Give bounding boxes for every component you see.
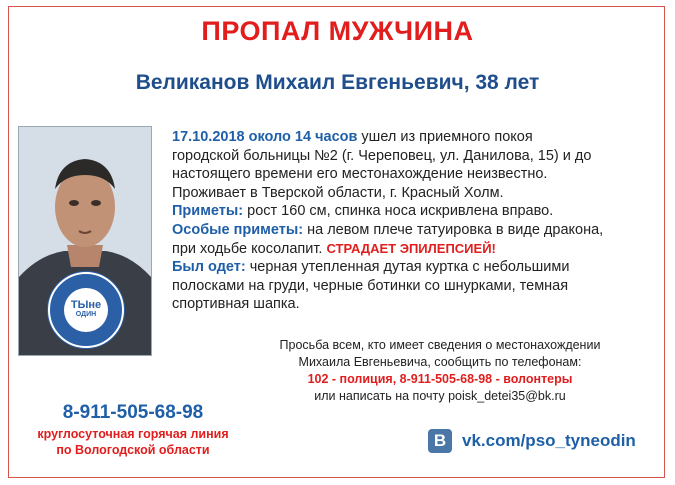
description-line-1	[172, 128, 662, 147]
tyneodin-logo	[48, 272, 124, 348]
description-text-1: ушел из приемного покоя	[357, 129, 533, 145]
request-email: или написать на почту poisk_detei35@bk.ru	[314, 389, 566, 403]
epilepsy-warning: СТРАДАЕТ ЭПИЛЕПСИЕЙ!	[326, 240, 496, 256]
hotline-phone: 8-911-505-68-98	[62, 402, 204, 423]
description-line-3: настоящего времени его местонахождение неизвестно.	[172, 166, 548, 183]
signs-label: Приметы:	[172, 203, 244, 220]
vk-link[interactable]	[428, 428, 636, 454]
special-signs-line-2	[172, 240, 662, 259]
special-signs-line	[172, 221, 662, 240]
special-signs-label: Особые приметы:	[172, 221, 304, 238]
clothes-line	[172, 258, 662, 277]
special-signs-text-2: при ходьбе косолапит.	[172, 240, 327, 257]
missing-person-name: Великанов Михаил Евгеньевич, 38 лет	[135, 71, 540, 94]
disappearance-date: 17.10.2018 около 14 часов	[172, 129, 358, 145]
request-phones: 102 - полиция, 8-911-505-68-98 - волонтеры	[307, 372, 573, 386]
logo-sub-text: ОДИН	[75, 311, 97, 318]
request-line-2: Михаила Евгеньевича, сообщить по телефонам:	[298, 355, 582, 369]
special-signs-text: на левом плече татуировка в виде дракона,	[303, 221, 604, 238]
logo-text	[50, 300, 122, 320]
vk-icon: В	[428, 429, 452, 453]
vk-url[interactable]: vk.com/pso_tyneodin	[462, 431, 636, 450]
description-block	[172, 128, 662, 314]
poster-title: ПРОПАЛ МУЖЧИНА	[201, 16, 474, 46]
hotline-caption	[18, 426, 248, 458]
signs-line	[172, 202, 662, 221]
description-line-4: Проживает в Тверской области, г. Красный Холм.	[172, 184, 504, 201]
clothes-line-2: полосками на груди, черные ботинки со шнурками, темная	[172, 277, 569, 294]
description-line-2: городской больницы №2 (г. Череповец, ул. Данилова, 15) и до	[172, 147, 592, 164]
hotline-caption-line-2: по Вологодской области	[56, 443, 210, 457]
clothes-label: Был одет:	[172, 259, 246, 276]
logo-main-text: ТЫне	[70, 299, 102, 311]
hotline-caption-line-1: круглосуточная горячая линия	[37, 427, 229, 441]
contact-request	[250, 337, 630, 405]
clothes-text-1: черная утепленная дутая куртка с небольшими	[245, 259, 570, 276]
clothes-line-3: спортивная шапка.	[172, 296, 300, 313]
signs-text: рост 160 см, спинка носа искривлена вправо.	[243, 203, 554, 220]
request-line-1: Просьба всем, кто имеет сведения о местонахождении	[279, 338, 601, 352]
